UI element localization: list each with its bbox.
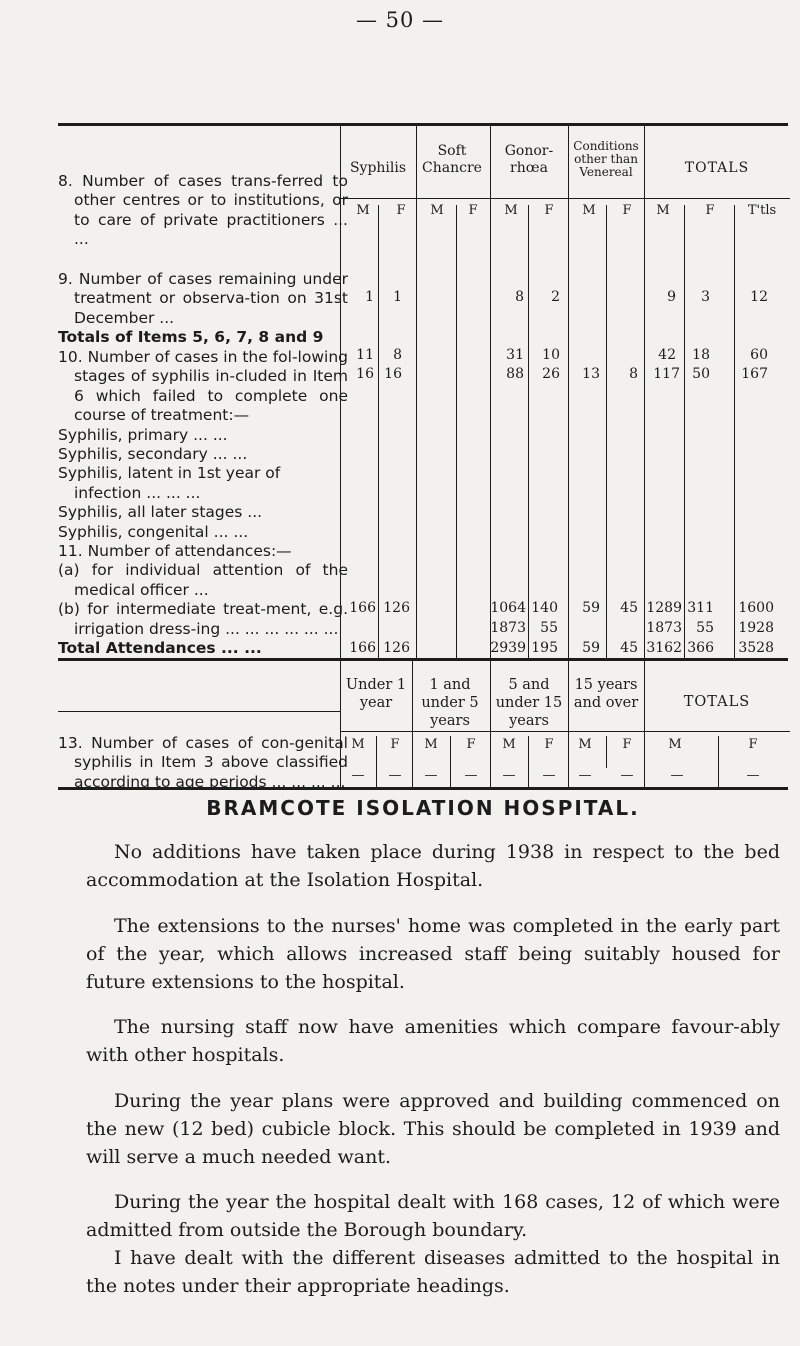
grid-line bbox=[340, 731, 790, 732]
grid-line bbox=[490, 660, 491, 788]
cell-dash: — bbox=[424, 768, 438, 783]
cell-dash: — bbox=[464, 768, 478, 783]
grid-line bbox=[718, 736, 719, 788]
cell: 2939 bbox=[490, 640, 526, 656]
sub-f: F bbox=[622, 737, 632, 752]
grid-line bbox=[58, 711, 340, 712]
cell: 1873 bbox=[490, 620, 526, 636]
cell: 8 bbox=[393, 347, 402, 363]
paragraph: I have dealt with the different diseases admitted to the hospital in the notes under their appropriate headings. bbox=[86, 1247, 780, 1297]
sub-m: M bbox=[582, 203, 596, 218]
grid-line bbox=[340, 198, 790, 199]
grid-line bbox=[412, 660, 413, 788]
cell: 167 bbox=[741, 366, 768, 382]
sub-m: M bbox=[668, 737, 682, 752]
sub-f: F bbox=[748, 737, 758, 752]
paragraph: No additions have taken place during 1938 in respect to the bed accommodation at the Isolation Hospital. bbox=[86, 841, 780, 891]
grid-line bbox=[376, 736, 377, 788]
row-label-totals: Totals of Items 5, 6, 7, 8 and 9 bbox=[58, 328, 324, 346]
sub-m: M bbox=[351, 737, 365, 752]
sub-f: F bbox=[622, 203, 632, 218]
grid-line bbox=[450, 736, 451, 788]
cell: 3528 bbox=[738, 640, 774, 656]
cell: 11 bbox=[356, 347, 374, 363]
cell: 45 bbox=[620, 640, 638, 656]
sub-m: M bbox=[356, 203, 370, 218]
grid-line bbox=[568, 125, 569, 658]
row-label-item10: 10. Number of cases in the fol-lowing stages of syphilis in-cluded in Item 6 which failed to complete one course of treatment:— bbox=[58, 348, 348, 425]
cell-dash: — bbox=[746, 768, 760, 783]
header-conditions-other: Conditions other than Venereal bbox=[573, 139, 639, 179]
sub-f: F bbox=[544, 737, 554, 752]
stage-later: Syphilis, all later stages ... bbox=[58, 503, 263, 522]
cell: 42 bbox=[658, 347, 676, 363]
cell-dash: — bbox=[542, 768, 556, 783]
grid-line bbox=[416, 125, 417, 658]
cell-dash: — bbox=[502, 768, 516, 783]
cell-dash: — bbox=[388, 768, 402, 783]
cell: 13 bbox=[582, 366, 600, 382]
cell: 10 bbox=[542, 347, 560, 363]
cell: 195 bbox=[531, 640, 558, 656]
row-label-11b: (b) for intermediate treat-ment, e.g. irrigation dress-ing ... ... ... ... ... ... bbox=[58, 600, 348, 638]
cell: 16 bbox=[384, 366, 402, 382]
t2-header-totals: TOTALS bbox=[683, 694, 751, 710]
sub-m: M bbox=[430, 203, 444, 218]
page-number: — 50 — bbox=[355, 8, 445, 32]
cell: 59 bbox=[582, 600, 600, 616]
table2-bottom-rule bbox=[58, 787, 788, 790]
header-gonorrhoea: Gonor-rhœa bbox=[504, 143, 554, 176]
grid-line bbox=[734, 205, 735, 658]
cell: 3162 bbox=[646, 640, 682, 656]
cell: 366 bbox=[687, 640, 714, 656]
t2-header-5to15: 5 and under 15 years bbox=[495, 677, 563, 729]
t2-header-1to5: 1 and under 5 years bbox=[421, 677, 479, 729]
cell: 55 bbox=[540, 620, 558, 636]
table1-labels bbox=[58, 172, 348, 659]
cell: 117 bbox=[653, 366, 680, 382]
cell: 8 bbox=[629, 366, 638, 382]
cell: 140 bbox=[531, 600, 558, 616]
row-label-total-attendances: Total Attendances ... ... bbox=[58, 639, 262, 658]
cell: 88 bbox=[506, 366, 524, 382]
top-rule bbox=[58, 123, 788, 126]
sub-m: M bbox=[502, 737, 516, 752]
sub-f: F bbox=[468, 203, 478, 218]
grid-line bbox=[606, 205, 607, 658]
cell: 55 bbox=[696, 620, 714, 636]
section-title: BRAMCOTE ISOLATION HOSPITAL. bbox=[206, 796, 640, 820]
grid-line bbox=[568, 660, 569, 788]
row-label-item9: 9. Number of cases remaining under treatment or observa-tion on 31st December ... bbox=[58, 270, 348, 327]
grid-line bbox=[644, 660, 645, 788]
t2-header-15over: 15 years and over bbox=[573, 677, 639, 711]
cell: 8 bbox=[515, 289, 524, 305]
cell: 1 bbox=[365, 289, 374, 305]
cell-dash: — bbox=[351, 768, 365, 783]
cell: 1 bbox=[393, 289, 402, 305]
grid-line bbox=[456, 205, 457, 658]
cell: 12 bbox=[750, 289, 768, 305]
cell: 45 bbox=[620, 600, 638, 616]
cell: 1928 bbox=[738, 620, 774, 636]
cell-dash: — bbox=[670, 768, 684, 783]
paragraph: During the year the hospital dealt with 168 cases, 12 of which were admitted from outside the Borough boundary. bbox=[86, 1191, 780, 1241]
cell: 16 bbox=[356, 366, 374, 382]
cell: 166 bbox=[349, 600, 376, 616]
sub-f: F bbox=[544, 203, 554, 218]
grid-line bbox=[606, 736, 607, 768]
row-label-item8: 8. Number of cases trans-ferred to other centres or to institutions, or to care of private practitioners ... ... bbox=[58, 172, 348, 249]
row-label-11a: (a) for individual attention of the medical officer ... bbox=[58, 561, 348, 599]
cell: 166 bbox=[349, 640, 376, 656]
sub-f: F bbox=[705, 203, 715, 218]
cell: 31 bbox=[506, 347, 524, 363]
table2-label bbox=[58, 734, 348, 792]
cell: 50 bbox=[692, 366, 710, 382]
cell: 1289 bbox=[646, 600, 682, 616]
paragraph: The nursing staff now have amenities which compare favour-ably with other hospitals. bbox=[86, 1016, 780, 1066]
sub-f: F bbox=[390, 737, 400, 752]
row-label-item13: 13. Number of cases of con-genital syphilis in Item 3 above classified according to age periods ... ... ... ... bbox=[58, 734, 348, 791]
grid-line bbox=[528, 205, 529, 658]
header-totals: TOTALS bbox=[684, 160, 750, 176]
cell: 18 bbox=[692, 347, 710, 363]
table1-bottom-rule bbox=[58, 658, 788, 661]
cell: 126 bbox=[383, 640, 410, 656]
header-soft-chancre: Soft Chancre bbox=[422, 143, 482, 176]
stage-primary: Syphilis, primary ... ... bbox=[58, 425, 228, 444]
row-label-item11: 11. Number of attendances:— bbox=[58, 542, 292, 561]
sub-m: M bbox=[656, 203, 670, 218]
cell: 1600 bbox=[738, 600, 774, 616]
cell: 59 bbox=[582, 640, 600, 656]
t2-header-under1: Under 1 year bbox=[345, 677, 407, 711]
sub-m: M bbox=[578, 737, 592, 752]
sub-f: F bbox=[466, 737, 476, 752]
sub-m: M bbox=[504, 203, 518, 218]
grid-line bbox=[644, 125, 645, 658]
sub-f: F bbox=[396, 203, 406, 218]
cell: 3 bbox=[701, 289, 710, 305]
stage-congenital: Syphilis, congenital ... ... bbox=[58, 522, 249, 541]
cell: 1873 bbox=[646, 620, 682, 636]
sub-totals: T'tls bbox=[747, 203, 777, 218]
cell-dash: — bbox=[620, 768, 634, 783]
cell-dash: — bbox=[578, 768, 592, 783]
stage-secondary: Syphilis, secondary ... ... bbox=[58, 445, 248, 464]
header-syphilis: Syphilis bbox=[349, 160, 407, 176]
cell: 2 bbox=[551, 289, 560, 305]
grid-line bbox=[684, 205, 685, 658]
cell: 26 bbox=[542, 366, 560, 382]
sub-m: M bbox=[424, 737, 438, 752]
cell: 311 bbox=[687, 600, 714, 616]
cell: 1064 bbox=[490, 600, 526, 616]
cell: 126 bbox=[383, 600, 410, 616]
grid-line bbox=[378, 205, 379, 658]
cell: 60 bbox=[750, 347, 768, 363]
grid-line bbox=[490, 125, 491, 658]
cell: 9 bbox=[667, 289, 676, 305]
paragraph: During the year plans were approved and building commenced on the new (12 bed) cubicle block. This should be completed in 1939 and will serve a much needed want. bbox=[86, 1090, 780, 1168]
stage-latent: Syphilis, latent in 1st year of infection ... ... ... bbox=[58, 464, 281, 502]
grid-line bbox=[528, 736, 529, 788]
paragraph: The extensions to the nurses' home was completed in the early part of the year, which allows increased staff being suitably housed for future extensions to the hospital. bbox=[86, 915, 780, 993]
